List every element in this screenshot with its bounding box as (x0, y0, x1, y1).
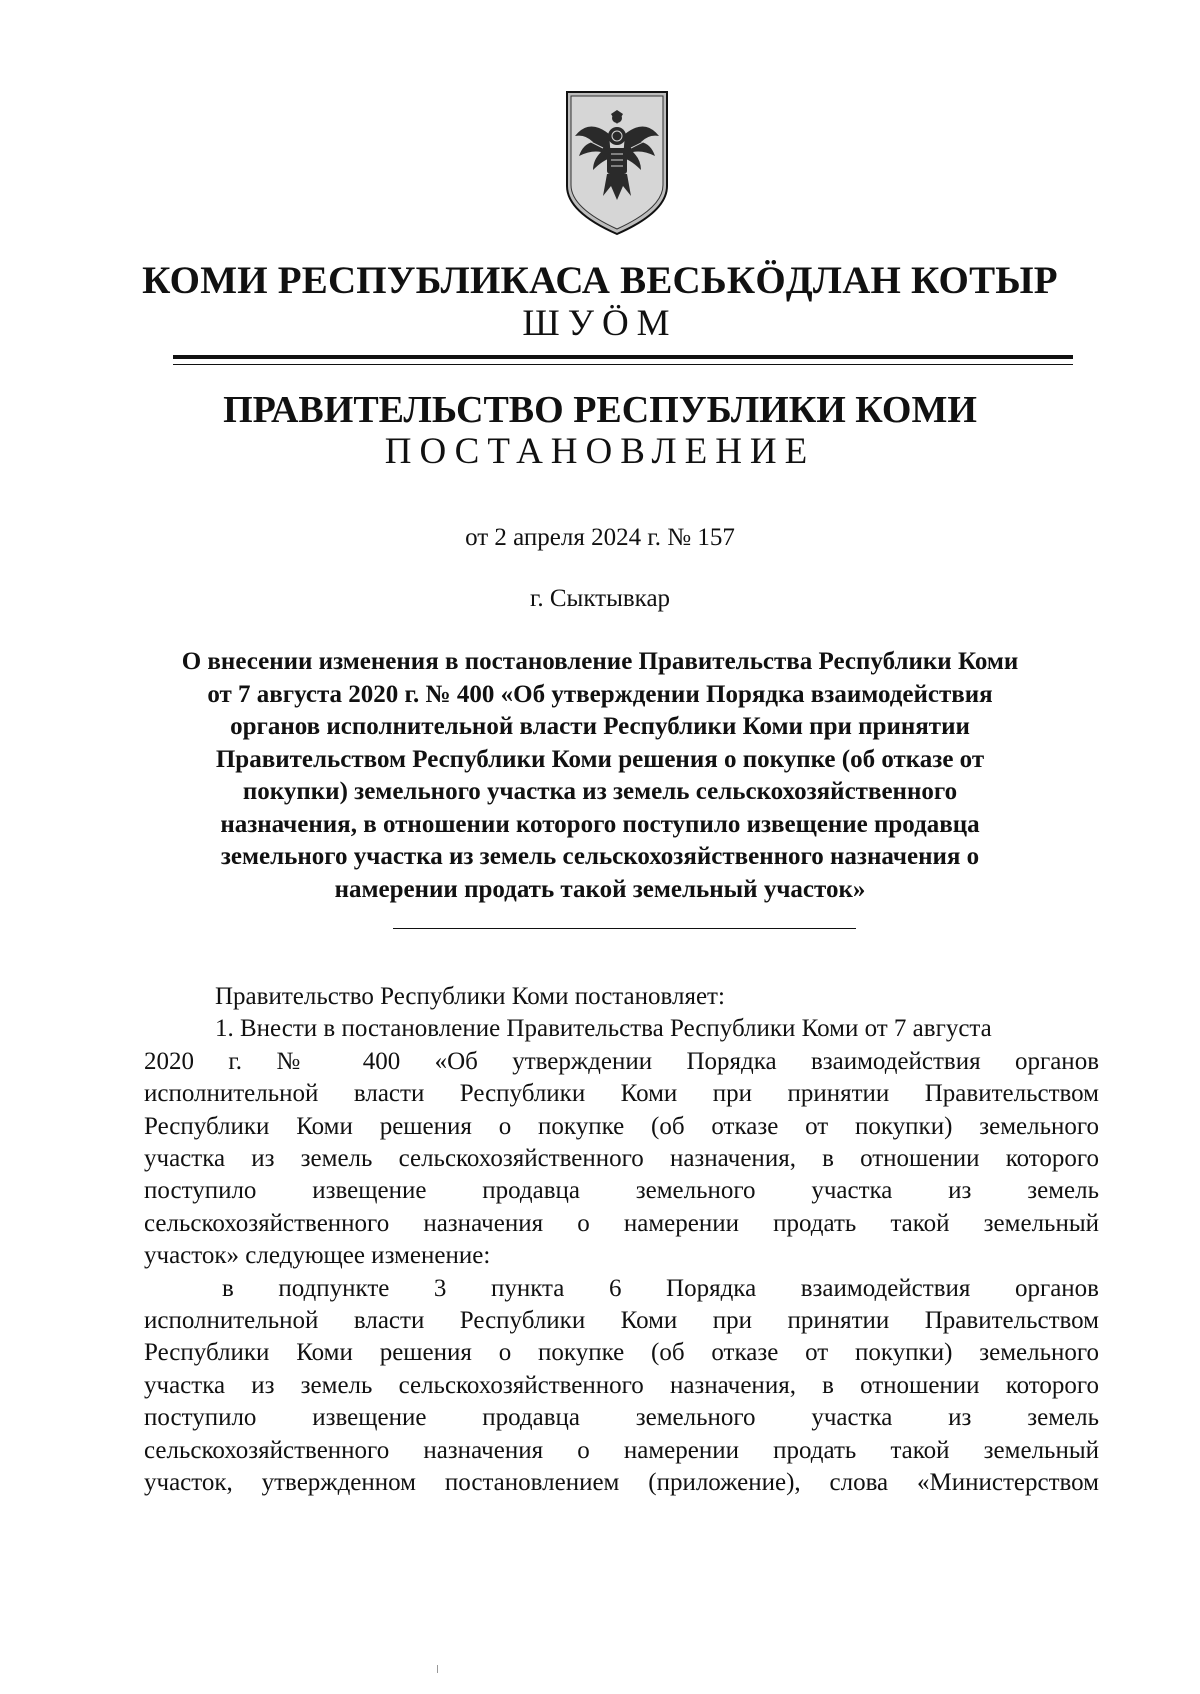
body-line: сельскохозяйственного назначения о намерении продать такой земельный (144, 1209, 1099, 1237)
body-line: Республики Коми решения о покупке (об отказе от покупки) земельного (144, 1339, 1099, 1367)
body-line: участка из земель сельскохозяйственного назначения, в отношении которого (144, 1145, 1099, 1173)
decree-date-number: от 2 апреля 2024 г. № 157 (465, 524, 735, 551)
header-double-rule-thin (173, 364, 1073, 365)
body-line: поступило извещение продавца земельного участка из земель (144, 1404, 1099, 1432)
decree-city: г. Сыктывкар (529, 585, 671, 612)
heading-underline-rule (393, 928, 856, 929)
heading-line: покупки) земельного участка из земель сельскохозяйственного (242, 778, 958, 805)
body-line: сельскохозяйственного назначения о намерении продать такой земельный (144, 1436, 1099, 1464)
body-line: 2020 г. № 400 «Об утверждении Порядка взаимодействия органов (144, 1047, 1099, 1075)
decree-subtitle: ПОСТАНОВЛЕНИЕ (384, 431, 816, 472)
body-line: Республики Коми решения о покупке (об отказе от покупки) земельного (144, 1112, 1099, 1140)
heading-line: намерении продать такой земельный участок» (334, 875, 866, 903)
body-line: поступило извещение продавца земельного участка из земель (144, 1177, 1099, 1205)
header-double-rule-thick (173, 355, 1073, 359)
body-line: 1. Внести в постановление Правительства Республики Коми от 7 августа (215, 1015, 992, 1043)
government-title: ПРАВИТЕЛЬСТВО РЕСПУБЛИКИ КОМИ (223, 389, 977, 431)
body-line: Правительство Республики Коми постановляет: (215, 983, 725, 1010)
heading-line: от 7 августа 2020 г. № 400 «Об утверждении Порядка взаимодействия (207, 680, 993, 708)
komi-government-title: КОМИ РЕСПУБЛИКАСА ВЕСЬКӦДЛАН КОТЫР (142, 259, 1058, 302)
decree-body (144, 981, 1099, 1500)
decree-heading (140, 646, 1060, 906)
body-line: участка из земель сельскохозяйственного назначения, в отношении которого (144, 1371, 1099, 1399)
body-line: участок, утвержденном постановлением (приложение), слова «Министерством (144, 1469, 1099, 1497)
komi-decree-subtitle: ШУӦМ (522, 303, 678, 344)
body-line: участок» следующее изменение: (144, 1242, 491, 1270)
body-line: исполнительной власти Республики Коми при принятии Правительством (144, 1080, 1099, 1108)
heading-line: органов исполнительной власти Республики Коми при принятии (230, 713, 970, 740)
body-line: в подпункте 3 пункта 6 Порядка взаимодействия органов (222, 1274, 1099, 1302)
heading-line: Правительством Республики Коми решения о покупке (об отказе от (215, 745, 985, 773)
heading-line: назначения, в отношении которого поступило извещение продавца (220, 810, 980, 838)
scan-speck (437, 1665, 438, 1673)
heading-line: земельного участка из земель сельскохозяйственного назначения о (220, 843, 980, 870)
body-line: исполнительной власти Республики Коми при принятии Правительством (144, 1307, 1099, 1335)
coat-of-arms-emblem (563, 88, 671, 236)
heading-line: О внесении изменения в постановление Правительства Республики Коми (181, 648, 1019, 675)
